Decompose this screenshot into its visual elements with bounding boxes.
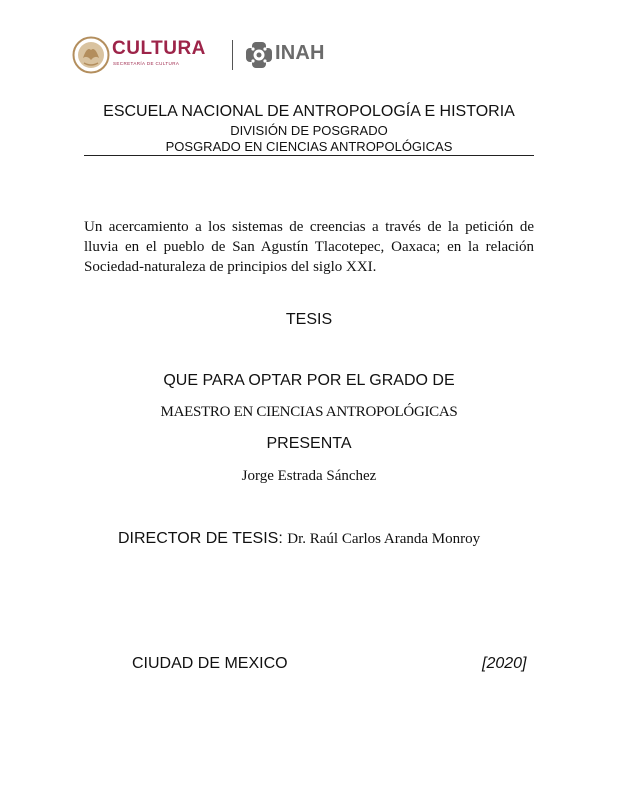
eagle-seal-icon	[72, 36, 110, 74]
logo-divider	[232, 40, 233, 70]
author-name: Jorge Estrada Sánchez	[241, 468, 377, 484]
city: CIUDAD DE MEXICO	[132, 655, 288, 672]
year: [2020]	[482, 655, 527, 672]
program-name: POSGRADO EN CIENCIAS ANTROPOLÓGICAS	[165, 139, 453, 154]
cultura-logo-text: CULTURA	[112, 38, 206, 59]
degree-name: MAESTRO EN CIENCIAS ANTROPOLÓGICAS	[160, 404, 458, 420]
header-logos	[72, 36, 342, 74]
director-label: DIRECTOR DE TESIS:	[118, 530, 283, 547]
document-type: TESIS	[285, 311, 333, 328]
presents-label: PRESENTA	[266, 435, 352, 452]
director-name: Dr. Raúl Carlos Aranda Monroy	[287, 531, 481, 547]
thesis-title: Un acercamiento a los sistemas de creencias a través de la petición de lluvia en el pueblo de San Agustín Tlacotepec, Oaxaca; en la relación Sociedad-naturaleza de principios del siglo XXI.	[84, 219, 534, 275]
degree-intro: QUE PARA OPTAR POR EL GRADO DE	[163, 372, 455, 389]
inah-emblem-icon	[244, 40, 274, 70]
header-rule	[84, 155, 534, 156]
school-name: ESCUELA NACIONAL DE ANTROPOLOGÍA E HISTORIA	[103, 103, 515, 120]
thesis-director	[118, 530, 538, 548]
inah-logo-text: INAH	[275, 42, 325, 64]
division-name: DIVISIÓN DE POSGRADO	[230, 123, 388, 138]
cultura-logo-subtitle: SECRETARÍA DE CULTURA	[113, 61, 180, 66]
